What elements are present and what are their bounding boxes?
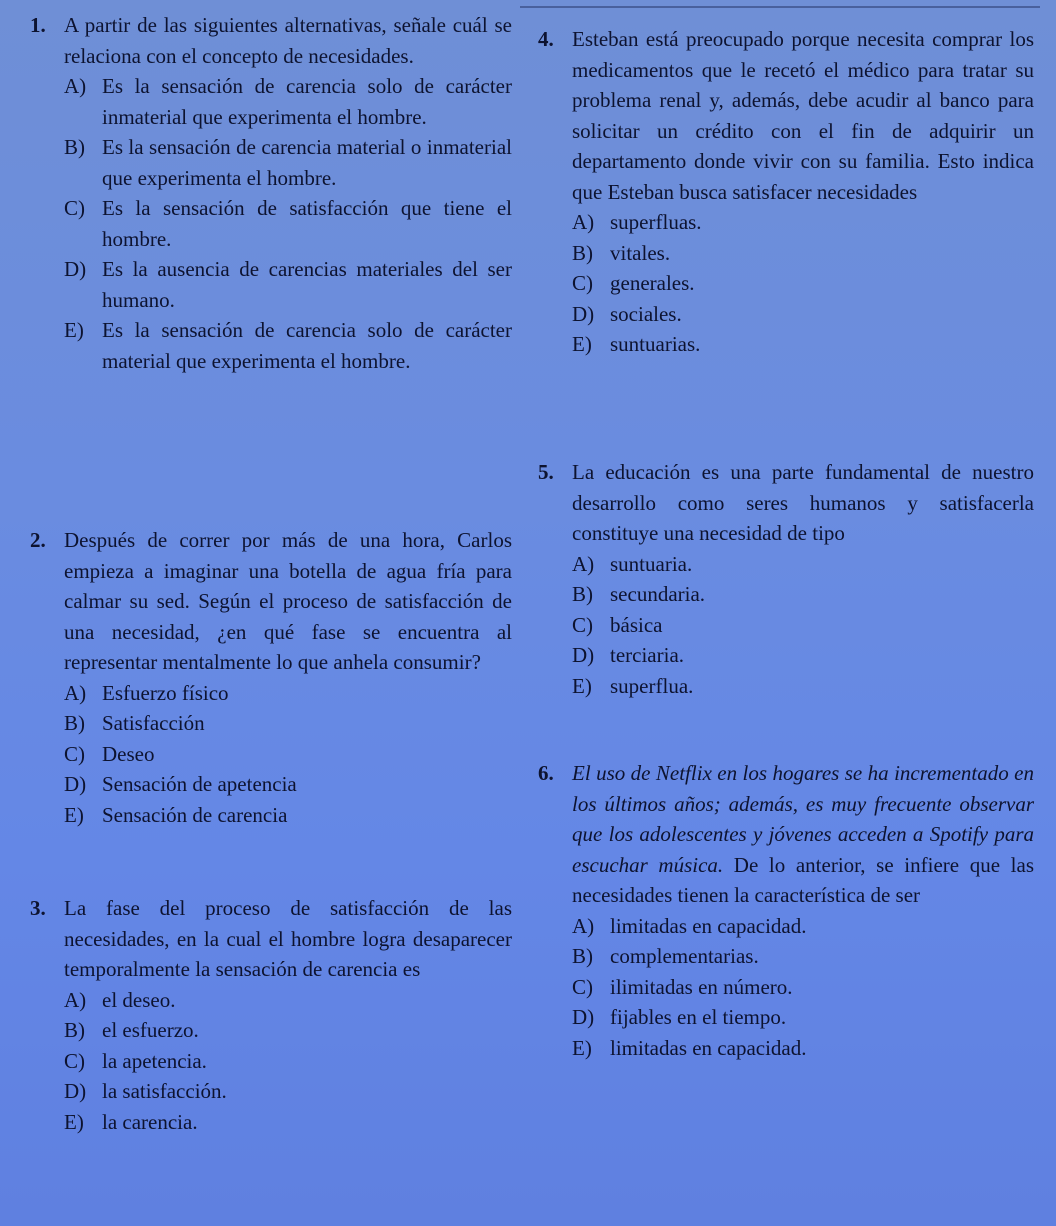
option-b[interactable]	[538, 238, 1034, 269]
question-text-normal: De lo anterior, se infiere que las necesidades tienen la característica de ser	[572, 852, 1034, 907]
option-letter: A)	[64, 680, 87, 705]
option-text: el esfuerzo.	[102, 1018, 199, 1042]
option-letter: B)	[572, 582, 593, 606]
option-letter: B)	[64, 711, 85, 735]
option-d[interactable]	[538, 299, 1034, 330]
option-letter: E)	[572, 1035, 592, 1060]
option-letter: E)	[64, 802, 84, 827]
option-letter: E)	[572, 673, 592, 698]
top-divider	[520, 6, 1040, 8]
option-letter: B)	[64, 135, 85, 159]
option-a[interactable]	[538, 207, 1034, 238]
option-letter: A)	[64, 987, 87, 1012]
question-number: 4.	[538, 27, 554, 51]
option-letter: C)	[572, 271, 593, 295]
option-a[interactable]	[538, 911, 1034, 942]
option-letter: D)	[572, 301, 595, 326]
option-letter: C)	[572, 612, 593, 637]
question-text: Después de correr por más de una hora, Carlos empieza a imaginar una botella de agua fría para calmar su sed. Según el proceso de satisfacción de una necesidad, ¿en qué fase se encuentra al representar mentalmente lo que anhela consumir?	[64, 528, 512, 674]
question-text: Esteban está preocupado porque necesita comprar los medicamentos que le recetó el médico para tratar su problema renal y, además, debe acudir al banco para solicitar un crédito con el fin de adquirir un departamento donde vivir con su familia. Esto indica que Esteban busca satisfacer necesidades	[572, 27, 1034, 204]
option-letter: D)	[64, 1079, 87, 1103]
question-text	[572, 758, 1034, 911]
question-number: 1.	[30, 13, 46, 37]
option-a[interactable]	[30, 985, 512, 1016]
option-c[interactable]	[538, 610, 1034, 641]
option-text: vitales.	[610, 240, 671, 265]
option-e[interactable]	[30, 1107, 512, 1138]
question-5	[538, 457, 1034, 701]
question-text: A partir de las siguientes alternativas, señale cuál se relaciona con el concepto de necesidades.	[64, 13, 512, 68]
option-text: ilimitadas en número.	[610, 974, 793, 999]
option-c[interactable]	[538, 268, 1034, 299]
option-letter: A)	[572, 210, 595, 234]
option-letter: A)	[64, 74, 87, 98]
option-a[interactable]	[538, 549, 1034, 580]
option-letter: E)	[572, 332, 592, 356]
option-letter: E)	[64, 318, 84, 342]
question-text: La educación es una parte fundamental de nuestro desarrollo como seres humanos y satisfacerla constituye una necesidad de tipo	[572, 460, 1034, 545]
option-text: Sensación de carencia	[102, 802, 288, 827]
option-e[interactable]	[538, 671, 1034, 702]
option-text: generales.	[610, 271, 695, 295]
option-text: suntuarias.	[610, 332, 701, 356]
question-number: 2.	[30, 528, 46, 552]
option-text: superfluas.	[610, 210, 702, 234]
option-c[interactable]	[30, 739, 512, 770]
option-b[interactable]	[538, 941, 1034, 972]
option-text: Es la sensación de carencia material o inmaterial que experimenta el hombre.	[102, 135, 512, 190]
option-a[interactable]	[30, 678, 512, 709]
option-e[interactable]	[538, 329, 1034, 360]
option-text: complementarias.	[610, 944, 759, 968]
option-text: fijables en el tiempo.	[610, 1005, 787, 1029]
option-e[interactable]	[30, 315, 512, 376]
option-d[interactable]	[30, 1076, 512, 1107]
option-text: Es la sensación de carencia solo de carácter material que experimenta el hombre.	[102, 318, 512, 373]
option-text: sociales.	[610, 301, 682, 326]
option-text: la satisfacción.	[102, 1079, 227, 1103]
option-text: básica	[610, 612, 663, 637]
option-b[interactable]	[30, 1015, 512, 1046]
option-b[interactable]	[538, 579, 1034, 610]
option-text: la carencia.	[102, 1109, 198, 1134]
question-4	[538, 24, 1034, 360]
option-c[interactable]	[30, 193, 512, 254]
option-letter: B)	[572, 944, 593, 968]
option-letter: D)	[572, 643, 595, 667]
option-d[interactable]	[30, 254, 512, 315]
question-6	[538, 758, 1034, 1063]
option-letter: E)	[64, 1109, 84, 1134]
option-letter: B)	[64, 1018, 85, 1042]
question-text: La fase del proceso de satisfacción de las necesidades, en la cual el hombre logra desaparecer temporalmente la sensación de carencia es	[64, 896, 512, 981]
option-c[interactable]	[538, 972, 1034, 1003]
question-number: 5.	[538, 460, 554, 484]
option-letter: D)	[64, 772, 87, 796]
option-b[interactable]	[30, 132, 512, 193]
option-letter: C)	[64, 741, 85, 766]
option-text: superflua.	[610, 673, 694, 698]
option-d[interactable]	[538, 1002, 1034, 1033]
question-number: 3.	[30, 896, 46, 920]
option-c[interactable]	[30, 1046, 512, 1077]
question-1	[30, 10, 512, 376]
option-text: Es la sensación de carencia solo de carácter inmaterial que experimenta el hombre.	[102, 74, 512, 129]
option-text: el deseo.	[102, 987, 176, 1012]
option-letter: B)	[572, 240, 593, 265]
option-d[interactable]	[538, 640, 1034, 671]
option-a[interactable]	[30, 71, 512, 132]
option-b[interactable]	[30, 708, 512, 739]
option-text: limitadas en capacidad.	[610, 1035, 807, 1060]
option-text: Es la sensación de satisfacción que tiene el hombre.	[102, 196, 512, 251]
option-text: Satisfacción	[102, 711, 205, 735]
option-letter: C)	[64, 196, 85, 220]
question-3	[30, 893, 512, 1137]
option-letter: A)	[572, 551, 595, 576]
option-e[interactable]	[538, 1033, 1034, 1064]
question-number: 6.	[538, 761, 554, 785]
option-text: Sensación de apetencia	[102, 772, 297, 796]
option-letter: C)	[572, 974, 593, 999]
option-text: la apetencia.	[102, 1048, 207, 1073]
option-letter: D)	[64, 257, 87, 281]
question-2	[30, 525, 512, 830]
option-e[interactable]	[30, 800, 512, 831]
option-text: limitadas en capacidad.	[610, 913, 807, 938]
option-text: Esfuerzo físico	[102, 680, 229, 705]
option-text: secundaria.	[610, 582, 706, 606]
option-text: Es la ausencia de carencias materiales del ser humano.	[102, 257, 512, 312]
option-d[interactable]	[30, 769, 512, 800]
option-letter: D)	[572, 1005, 595, 1029]
option-text: suntuaria.	[610, 551, 693, 576]
question-text-italic: El uso de Netflix en los hogares se ha incrementado en los últimos años; además, es muy frecuente observar que los adolescentes y jóvenes acceden a Spotify para escuchar música.	[572, 761, 1034, 877]
option-text: terciaria.	[610, 643, 685, 667]
option-letter: C)	[64, 1048, 85, 1073]
option-letter: A)	[572, 913, 595, 938]
option-text: Deseo	[102, 741, 155, 766]
